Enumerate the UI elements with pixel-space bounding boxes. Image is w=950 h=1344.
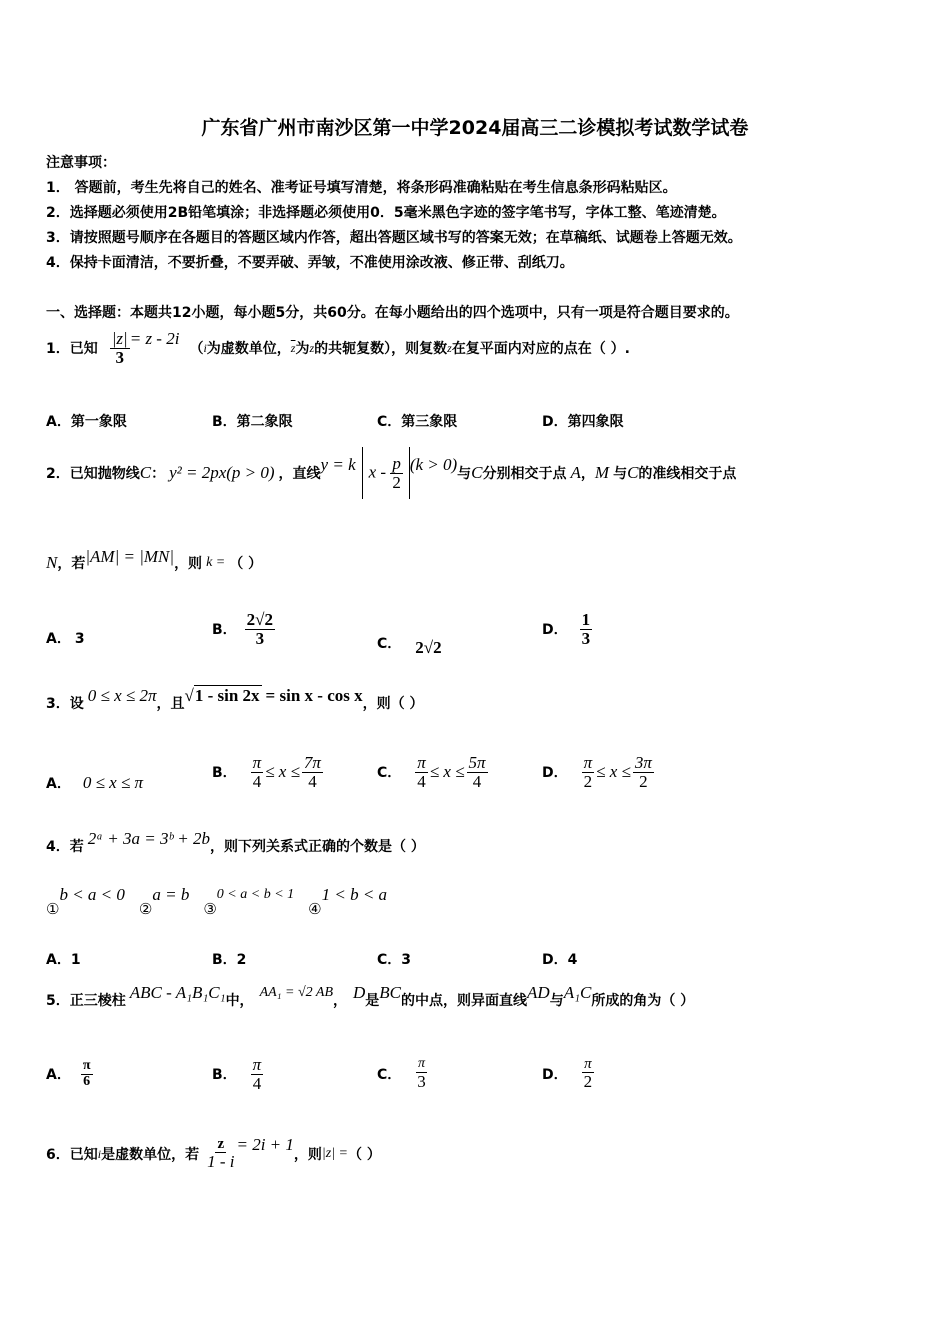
statements: ① b < a < 0 ② a = b ③ 0 < a < b < 1 ④ 1 < b < a	[46, 885, 388, 918]
option-a: A． 3	[46, 631, 85, 647]
option-b: B． $\frac{\pi}{4}$	[212, 1054, 262, 1093]
option-b: B． $\frac{2√2}{3}$	[212, 609, 274, 648]
condition: AA₁ = √2 AB	[259, 985, 334, 1000]
option-d: D． $\frac{\pi}{2}$ ≤ x ≤ $\frac{3\pi}{2}$	[542, 752, 652, 791]
option-c: C． $\frac{\pi}{4}$ ≤ x ≤ $\frac{5\pi}{4}$	[377, 752, 486, 791]
notice-item-1: 1． 答题前，考生先将自己的姓名、准考证号填写清楚，将条形码准确粘贴在考生信息条形码粘贴区。	[46, 180, 677, 196]
option-a: A．第一象限	[46, 414, 127, 430]
question-number: 1．已知	[46, 341, 98, 357]
option-c: C．第三象限	[377, 414, 458, 430]
notice-item-2: 2．选择题必须使用2B铅笔填涂；非选择题必须使用0．5毫米黑色字迹的签字笔书写，字体工整、笔迹清楚。	[46, 205, 726, 221]
condition: |AM| = |MN|	[85, 547, 175, 566]
notice-item-3: 3．请按照题号顺序在各题目的答题区域内作答，超出答题区域书写的答案无效；在草稿纸、试题卷上答题无效。	[46, 230, 742, 246]
question-5: 5．正三棱柱 ABC - A₁B₁C₁ 中， AA₁ = √2 AB ， D 是 BC 的中点，则异面直线 AD 与 A₁C 所成的角为（ ）	[46, 983, 695, 1009]
question-number: 2．已知抛物线	[46, 466, 140, 482]
page-title: 广东省广州市南沙区第一中学2024届高三二诊模拟考试数学试卷	[201, 117, 749, 139]
question-1: 1．已知 $\frac{|z|}{3}$ = z - 2i （ i 为虚数单位， $\overline{z}$ 为 z 的共轭复数），则复数 z 在复平面内对应的点在（ ）.	[46, 328, 631, 367]
notice-heading: 注意事项：	[46, 155, 116, 171]
option-b: B．第二象限	[212, 414, 293, 430]
fraction: $\frac{1}{3}$	[581, 609, 591, 648]
notice-item-4: 4．保持卡面清洁，不要折叠，不要弄破、弄皱，不准使用涂改液、修正带、刮纸刀。	[46, 255, 574, 271]
fraction: $\frac{|z|}{3}$	[111, 328, 128, 367]
question-number: 4．若	[46, 839, 84, 855]
question-number: 3．设	[46, 696, 84, 712]
option-d: D．第四象限	[542, 414, 624, 430]
math-symbol: z	[447, 340, 452, 355]
question-6: 6．已知 i 是虚数单位，若 $\frac{z}{1 - i}$ = 2i + 1 ，则 |z| = （ ）	[46, 1135, 381, 1172]
range: 0 ≤ x ≤ 2π	[87, 686, 157, 705]
prism: ABC - A₁B₁C₁	[129, 983, 226, 1002]
fraction: $\frac{2√2}{3}$	[246, 609, 274, 648]
math-symbol: i	[203, 340, 207, 355]
question-number: 6．已知	[46, 1147, 98, 1163]
option-a: A． $\frac{\pi}{6}$	[46, 1057, 91, 1089]
equation: 2ᵃ + 3a = 3ᵇ + 2b	[87, 829, 211, 848]
option-c: C． $\frac{\pi}{3}$	[377, 1056, 426, 1091]
option-d: D． $\frac{\pi}{2}$	[542, 1055, 593, 1092]
option-b: B． $\frac{\pi}{4}$ ≤ x ≤ $\frac{7\pi}{4}$	[212, 752, 321, 791]
question-2-continued: N ，若 |AM| = |MN| ，则 k = （ ）	[46, 547, 263, 572]
option-a: A．1	[46, 952, 81, 968]
sqrt-expression: 1 - sin 2x	[194, 686, 260, 705]
question-4: 4．若 2ᵃ + 3a = 3ᵇ + 2b ，则下列关系式正确的个数是（ ）	[46, 829, 425, 855]
question-3: 3．设 0 ≤ x ≤ 2π ，且 √1 - sin 2x = sin x - cos x ，则（ ）	[46, 686, 424, 712]
option-d: D．4	[542, 952, 578, 968]
math-symbol: $\overline{z}$	[290, 340, 296, 355]
equation-rhs: = z - 2i	[129, 329, 180, 348]
option-c: C． 2√2	[377, 636, 442, 657]
option-b: B．2	[212, 952, 247, 968]
question-number: 5．正三棱柱	[46, 993, 126, 1009]
question-2: 2．已知抛物线 C ： y² = 2px(p > 0) ，直线 y = k x - $\frac{p}{2}$ (k > 0) 与 C 分别相交于点 A ， M 与 C 的准线相交于点	[46, 448, 736, 498]
section-heading: 一、选择题：本题共12小题，每小题5分，共60分。在每小题给出的四个选项中，只有一项是符合题目要求的。	[46, 305, 739, 321]
parabola-equation: y² = 2px(p > 0)	[169, 463, 275, 482]
option-d: D． $\frac{1}{3}$	[542, 609, 591, 648]
option-a: A． 0 ≤ x ≤ π	[46, 773, 144, 792]
fraction: $\frac{p}{2}$	[392, 453, 401, 492]
fraction: $\frac{z}{1 - i}$	[207, 1135, 235, 1172]
option-c: C．3	[377, 952, 412, 968]
math-symbol: z	[309, 340, 315, 355]
line-equation: y = k	[320, 455, 356, 474]
